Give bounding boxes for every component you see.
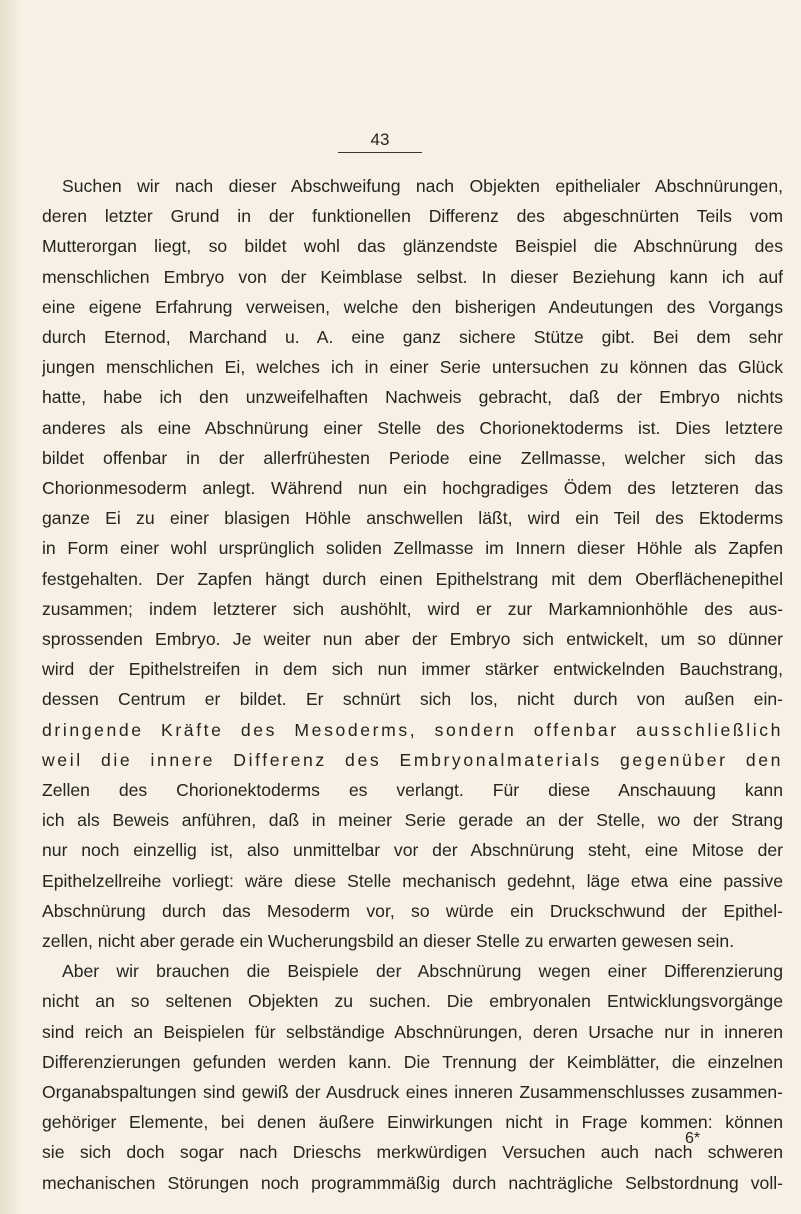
text-line: nur noch einzellig ist, also unmittelbar vor der Abschnürung steht, eine Mitose der [42, 840, 783, 861]
text-line: Suchen wir nach dieser Abschweifung nach Objekten epithelialer Abschnürungen, [62, 176, 783, 196]
page-number: 43 [338, 130, 422, 153]
text-line: zellen, nicht aber gerade ein Wucherungsbild an dieser Stelle zu erwarten gewesen sein. [42, 931, 735, 951]
text-line: Mutterorgan liegt, so bildet wohl das glänzendste Beispiel die Abschnürung des [42, 236, 783, 257]
text-line: mechanischen Störungen noch programmmäßig durch nachträgliche Selbstordnung voll- [42, 1172, 783, 1193]
text-line: hatte, habe ich den unzweifelhaften Nachweis gebracht, daß der Embryo nichts [42, 387, 783, 408]
text-line: Chorionmesoderm anlegt. Während nun ein hochgradiges Ödem des letzteren das [42, 478, 783, 498]
text-line: anderes als eine Abschnürung einer Stelle des Chorionektoderms ist. Dies letztere [42, 417, 783, 438]
text-line: jungen menschlichen Ei, welches ich in einer Serie untersuchen zu können das Glück [42, 357, 783, 378]
text-line: dessen Centrum er bildet. Er schnürt sich los, nicht durch von außen ein- [42, 689, 783, 710]
text-line: dringende Kräfte des Mesoderms, sondern offenbar ausschließlich [42, 719, 783, 740]
text-line: Differenzierungen gefunden werden kann. Die Trennung der Keimblätter, die einzelnen [42, 1051, 783, 1072]
text-line: Organabspaltungen sind gewiß der Ausdruck eines inneren Zusammenschlusses zusammen- [42, 1082, 783, 1102]
text-line: sprossenden Embryo. Je weiter nun aber der Embryo sich entwickelt, um so dünner [42, 629, 783, 649]
text-line: Zellen des Chorionektoderms es verlangt. Für diese Anschauung kann [42, 780, 783, 800]
text-line: bildet offenbar in der allerfrühesten Periode eine Zellmasse, welcher sich das [42, 447, 783, 468]
text-line: ich als Beweis anführen, daß in meiner Serie gerade an der Stelle, wo der Strang [42, 810, 783, 831]
text-line: durch Eternod, Marchand u. A. eine ganz sichere Stütze gibt. Bei dem sehr [42, 327, 783, 347]
text-line: ganze Ei zu einer blasigen Höhle anschwellen läßt, wird ein Teil des Ektoderms [42, 508, 783, 529]
text-line: festgehalten. Der Zapfen hängt durch einen Epithelstrang mit dem Oberflächenepithel [42, 568, 783, 589]
text-line: in Form einer wohl ursprünglich soliden Zellmasse im Innern dieser Höhle als Zapfen [42, 538, 783, 559]
text-line: gehöriger Elemente, bei denen äußere Einwirkungen nicht in Frage kommen: können [42, 1112, 783, 1133]
text-line: Epithelzellreihe vorliegt: wäre diese Stelle mechanisch gedehnt, läge etwa eine passive [42, 870, 783, 891]
text-line: sind reich an Beispielen für selbständige Abschnürungen, deren Ursache nur in inneren [42, 1021, 783, 1042]
text-line: wird der Epithelstreifen in dem sich nun immer stärker entwickelnden Bauchstrang, [42, 659, 783, 680]
text-line: menschlichen Embryo von der Keimblase selbst. In dieser Beziehung kann ich auf [42, 266, 783, 287]
text-line: zusammen; indem letzterer sich aushöhlt, wird er zur Markamnionhöhle des aus- [42, 598, 783, 619]
text-line: weil die innere Differenz des Embryonalmaterials gegenüber den [42, 749, 783, 770]
signature-mark: 6* [685, 1130, 701, 1147]
text-line: eine eigene Erfahrung verweisen, welche den bisherigen Andeutungen des Vorgangs [42, 296, 783, 317]
text-line: deren letzter Grund in der funktionellen Differenz des abgeschnürten Teils vom [42, 206, 783, 227]
text-line: Aber wir brauchen die Beispiele der Abschnürung wegen einer Differenzierung [62, 961, 783, 982]
text-line: Abschnürung durch das Mesoderm vor, so würde ein Druckschwund der Epithel- [42, 900, 783, 921]
text-line: sie sich doch sogar nach Drieschs merkwürdigen Versuchen auch nach schweren [42, 1142, 783, 1163]
text-line: nicht an so seltenen Objekten zu suchen. Die embryonalen Entwicklungsvorgänge [42, 991, 783, 1012]
